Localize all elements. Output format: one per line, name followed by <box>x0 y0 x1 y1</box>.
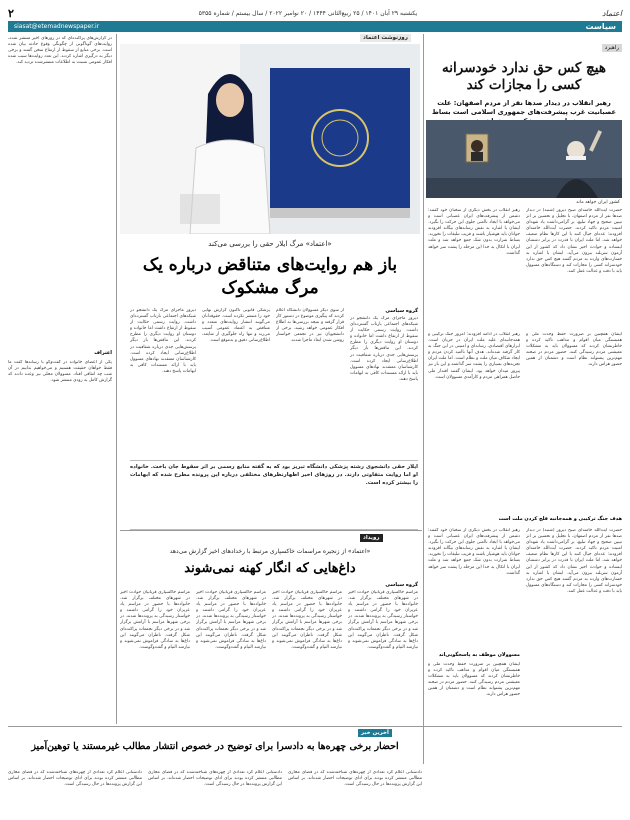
section-bar <box>8 21 622 32</box>
lead-body-2: رهبر انقلاب در بخش دیگری از سخنان خود گفتند: دشمن از پیشرفت‌های ایران عصبانی است و می‌خواهد با ایجاد ناامنی جلوی این حرکت را بگیرد. ایشان با اشاره به نقش رسانه‌های بیگانه افزودند جوانان باید هوشیار باشند و فریب تبلیغات را نخورند. بساط شرارت بدون شک جمع خواهد شد و ملت ایران با اتکال به خدا این مرحله را پشت سر خواهد گذاشت. <box>428 208 520 256</box>
left-column-rule <box>116 34 117 724</box>
funeral-headline: داغ‌هایی که انگار کهنه نمی‌شوند <box>184 561 356 576</box>
lead-body-4: رهبر انقلاب در ادامه افزودند: امروز جنگ ترکیبی و همه‌جانبه‌ای علیه ملت ایران در جریان است. ابزارهای اقتصادی، رسانه‌ای و امنیتی در این جنگ به کار گرفته شده‌اند. هدف آنها ناامید کردن مردم و ایجاد شکاف میان ملت و نظام است. اما ملت ایران تجربه‌های بسیاری را پشت سر گذاشته و این بار نیز پیروز میدان خواهد بود. ایشان گفتند اقتدار ملی حاصل همراهی مردم و کارآمدی مسوولان است. <box>428 332 520 380</box>
feature-highlight-box: ایلار حقی دانشجوی رشته پزشکی دانشگاه تبریز بود که به گفته منابع رسمی بر اثر سقوط جان باخت. خانواده او اما روایت متفاوتی دارند. در روزهای اخیر اظهارنظرهای مختلفی درباره این پرونده مطرح شده که ابهامات را بیشتر کرده است. <box>130 460 418 530</box>
funeral-body-3: مراسم خاکسپاری قربانیان حوادث اخیر در شهرهای مختلف برگزار شد. خانواده‌ها با حضور در مراسم یاد عزیزان خود را گرامی داشتند و خواستار رسیدگی به پرونده‌ها شدند. در برخی شهرها مراسم با آرامش برگزار شد و در برخی دیگر تجمعات پراکنده‌ای شکل گرفت. ناظران می‌گویند این داغ‌ها به سادگی فراموش نمی‌شوند و نیازمند التیام و گفت‌وگوست. <box>196 590 266 650</box>
left-subhead: اعتراف <box>94 350 112 356</box>
feature-kicker: «اعتماد» مرگ ایلار حقی را بررسی می‌کند <box>208 240 332 248</box>
lead-kicker: راهبرد <box>602 44 622 52</box>
leader-photo <box>426 120 622 198</box>
lead-story <box>426 34 622 126</box>
latest-news-tag: آخرین خبر <box>358 729 392 737</box>
feature-rule <box>120 530 422 531</box>
feature-byline: گروه سیاسی <box>385 308 418 314</box>
feature-tag: روزنوشت اعتماد <box>360 34 411 42</box>
funeral-body-2: مراسم خاکسپاری قربانیان حوادث اخیر در شهرهای مختلف برگزار شد. خانواده‌ها با حضور در مراسم یاد عزیزان خود را گرامی داشتند و خواستار رسیدگی به پرونده‌ها شدند. در برخی شهرها مراسم با آرامش برگزار شد و در برخی دیگر تجمعات پراکنده‌ای شکل گرفت. ناظران می‌گویند این داغ‌ها به سادگی فراموش نمی‌شوند و نیازمند التیام و گفت‌وگوست. <box>272 590 342 650</box>
feature-body-3: پزشکی قانونی تاکنون گزارش نهایی خود را منتشر نکرده است. حقوقدانان می‌گویند انتشار روایت‌های متعدد و متناقض به اعتماد عمومی آسیب می‌زند و تنها راه جلوگیری از شایعه، اطلاع‌رسانی دقیق و به‌موقع است. <box>202 308 270 344</box>
masthead: اعتماد <box>601 8 622 18</box>
lead-body-5: حضرت آیت‌الله خامنه‌ای صبح دیروز (شنبه) در دیدار صدها نفر از مردم اصفهان، با تجلیل و تحسین بر اثر تبیین صحیح و جهاد تبلیغ، بر گرامی‌داشت یاد شهدای امنیت مردم تاکید کردند. حضرت آیت‌الله خامنه‌ای افزودند: عده‌ای خیال کنند با این کارها نظام ضعیف خواهد شد، اما ملت ایران با قدرت در برابر دشمنان ایستاده و حوادث اخیر نشان داد که کشور از این آزمون سربلند بیرون می‌آید. ایشان با اشاره به خسارت‌های وارده به مردم گفتند هیچ کس حق ندارد خودسرانه کسی را مجازات کند و دستگاه‌های مسوول باید با دقت و عدالت عمل کنند. <box>526 528 622 594</box>
funeral-body-4: مراسم خاکسپاری قربانیان حوادث اخیر در شهرهای مختلف برگزار شد. خانواده‌ها با حضور در مراسم یاد عزیزان خود را گرامی داشتند و خواستار رسیدگی به پرونده‌ها شدند. در برخی شهرها مراسم با آرامش برگزار شد و در برخی دیگر تجمعات پراکنده‌ای شکل گرفت. ناظران می‌گویند این داغ‌ها به سادگی فراموش نمی‌شوند و نیازمند التیام و گفت‌وگوست. <box>120 590 190 650</box>
left-body-2: یکی از اعضای خانواده در گفت‌وگو با رسانه‌ها گفت ما فقط خواهان حقیقت هستیم و می‌خواهیم بدانیم در آن شب چه اتفاقی افتاد. مسوولان محلی نیز وعده دادند که گزارش کامل به زودی منتشر شود. <box>8 360 112 384</box>
latest-news-body-1: دادستانی اعلام کرد تعدادی از چهره‌های شناخته‌شده که در فضای مجازی مطالبی منتشر کرده بودند برای ادای توضیحات احضار شده‌اند. بر اساس این گزارش پرونده‌ها در حال رسیدگی است. <box>8 770 142 788</box>
bottom-rule <box>8 726 622 727</box>
feature-headline: باز هم روایت‌های متناقض درباره یک مرگ مشکوک <box>142 255 398 298</box>
student-photo <box>120 44 420 234</box>
feature-body-1: دیروز ماجرای مرگ یک دانشجو در شبکه‌های اجتماعی بازتاب گسترده‌ای داشت. روایت رسمی حکایت از سقوط از ارتفاع داشت اما خانواده و دوستان او روایت دیگری را مطرح کردند. این تناقض‌ها بار دیگر پرسش‌هایی جدی درباره شفافیت در اطلاع‌رسانی ایجاد کرده است. کارشناسان معتقدند نهادهای مسوول باید با ارائه مستندات کافی به ابهامات پاسخ دهند. <box>350 316 418 382</box>
latest-news-body-2: دادستانی اعلام کرد تعدادی از چهره‌های شناخته‌شده که در فضای مجازی مطالبی منتشر کرده بودند برای ادای توضیحات احضار شده‌اند. بر اساس این گزارش پرونده‌ها در حال رسیدگی است. <box>148 770 282 788</box>
lead-body-6: رهبر انقلاب در بخش دیگری از سخنان خود گفتند: دشمن از پیشرفت‌های ایران عصبانی است و می‌خواهد با ایجاد ناامنی جلوی این حرکت را بگیرد. ایشان با اشاره به نقش رسانه‌های بیگانه افزودند جوانان باید هوشیار باشند و فریب تبلیغات را نخورند. بساط شرارت بدون شک جمع خواهد شد و ملت ایران با اتکال به خدا این مرحله را پشت سر خواهد گذاشت. <box>428 528 520 576</box>
latest-news-body-3: دادستانی اعلام کرد تعدادی از چهره‌های شناخته‌شده که در فضای مجازی مطالبی منتشر کرده بودند برای ادای توضیحات احضار شده‌اند. بر اساس این گزارش پرونده‌ها در حال رسیدگی است. <box>288 770 422 788</box>
funeral-kicker: «اعتماد» از زنجیره مراسمات خاکسپاری مرتبط با رخدادهای اخیر گزارش می‌دهد <box>169 548 371 555</box>
latest-news-headline: احضار برخی چهره‌ها به دادسرا برای توضیح در خصوص انتشار مطالب غیرمستند یا توهین‌آمیز <box>31 741 399 752</box>
right-subhead-2: مسوولان موظف به پاسخگویی‌اند <box>438 652 520 658</box>
section-email: siasat@etemadnewspaper.ir <box>14 23 100 30</box>
date-line: یکشنبه ۲۹ آبان ۱۴۰۱ / ۲۵ ربیع‌الثانی ۱۴۴۴ / ۲۰ نوامبر ۲۰۲۲ / سال بیستم / شماره ۵۳۵۵ <box>198 9 418 17</box>
funeral-tag: رویداد <box>360 534 383 542</box>
funeral-byline: گروه سیاسی <box>385 582 418 588</box>
page-header <box>8 6 622 20</box>
lead-subhead: رهبر انقلاب در دیدار صدها نفر از مردم اصفهان: علت عصبانیت غرب پیشرفت‌های جمهوری اسلامی است بساط <box>432 99 616 116</box>
feature-body-4: دیروز ماجرای مرگ یک دانشجو در شبکه‌های اجتماعی بازتاب گسترده‌ای داشت. روایت رسمی حکایت از سقوط از ارتفاع داشت اما خانواده و دوستان او روایت دیگری را مطرح کردند. این تناقض‌ها بار دیگر پرسش‌هایی جدی درباره شفافیت در اطلاع‌رسانی ایجاد کرده است. کارشناسان معتقدند نهادهای مسوول باید با ارائه مستندات کافی به ابهامات پاسخ دهند. <box>130 308 196 374</box>
column-rule <box>423 34 424 764</box>
page-number: ۲ <box>8 6 14 20</box>
lead-body-3: ایشان همچنین بر ضرورت حفظ وحدت ملی و همبستگی میان اقوام و مذاهب تاکید کرده و خاطرنشان کردند که مسوولان باید به مشکلات معیشتی مردم رسیدگی کنند. حضور مردم در صحنه مهم‌ترین پشتوانه نظام است و دشمنان از همین حضور هراس دارند. <box>526 332 622 368</box>
lead-body-7: ایشان همچنین بر ضرورت حفظ وحدت ملی و همبستگی میان اقوام و مذاهب تاکید کرده و خاطرنشان کردند که مسوولان باید به مشکلات معیشتی مردم رسیدگی کنند. حضور مردم در صحنه مهم‌ترین پشتوانه نظام است و دشمنان از همین حضور هراس دارند. <box>428 662 520 698</box>
left-body-1: در گزارش‌های پراکنده‌ای که در روزهای اخیر منتشر شده، روایت‌های گوناگونی از چگونگی وقوع حادثه بیان شده است. برخی منابع از سقوط از ارتفاع سخن گفتند و برخی دیگر به درگیری اشاره کردند. این تعدد روایت‌ها سبب شده افکار عمومی نسبت به اطلاعات منتشرشده تردید کند. <box>8 36 112 66</box>
lead-body-1: حضرت آیت‌الله خامنه‌ای صبح دیروز (شنبه) در دیدار صدها نفر از مردم اصفهان، با تجلیل و تحسین بر اثر تبیین صحیح و جهاد تبلیغ، بر گرامی‌داشت یاد شهدای امنیت مردم تاکید کردند. حضرت آیت‌الله خامنه‌ای افزودند: عده‌ای خیال کنند با این کارها نظام ضعیف خواهد شد، اما ملت ایران با قدرت در برابر دشمنان ایستاده و حوادث اخیر نشان داد که کشور از این آزمون سربلند بیرون می‌آید. ایشان با اشاره به خسارت‌های وارده به مردم گفتند هیچ کس حق ندارد خودسرانه کسی را مجازات کند و دستگاه‌های مسوول باید با دقت و عدالت عمل کنند. <box>526 208 622 274</box>
section-title: سیاست <box>585 22 616 31</box>
lead-headline: هیچ کس حق ندارد خودسرانه کسی را مجازات کند <box>442 60 606 93</box>
funeral-body-1: مراسم خاکسپاری قربانیان حوادث اخیر در شهرهای مختلف برگزار شد. خانواده‌ها با حضور در مراسم یاد عزیزان خود را گرامی داشتند و خواستار رسیدگی به پرونده‌ها شدند. در برخی شهرها مراسم با آرامش برگزار شد و در برخی دیگر تجمعات پراکنده‌ای شکل گرفت. ناظران می‌گویند این داغ‌ها به سادگی فراموش نمی‌شوند و نیازمند التیام و گفت‌وگوست. <box>348 590 418 650</box>
feature-body-2: از سوی دیگر مسوولان دانشگاه اعلام کردند که پیگیری موضوع در دستور کار قرار گرفته و نتیجه بررسی‌ها به اطلاع افکار عمومی خواهد رسید. برخی از دانشجویان نیز در تجمعی خواستار روشن شدن ابعاد ماجرا شدند. <box>276 308 344 344</box>
lead-photo-caption: کشور ایران خواهد ماند <box>576 200 620 205</box>
right-subhead-1: هدف جنگ ترکیبی و همه‌جانبه فلج کردن ملت است <box>498 516 622 522</box>
